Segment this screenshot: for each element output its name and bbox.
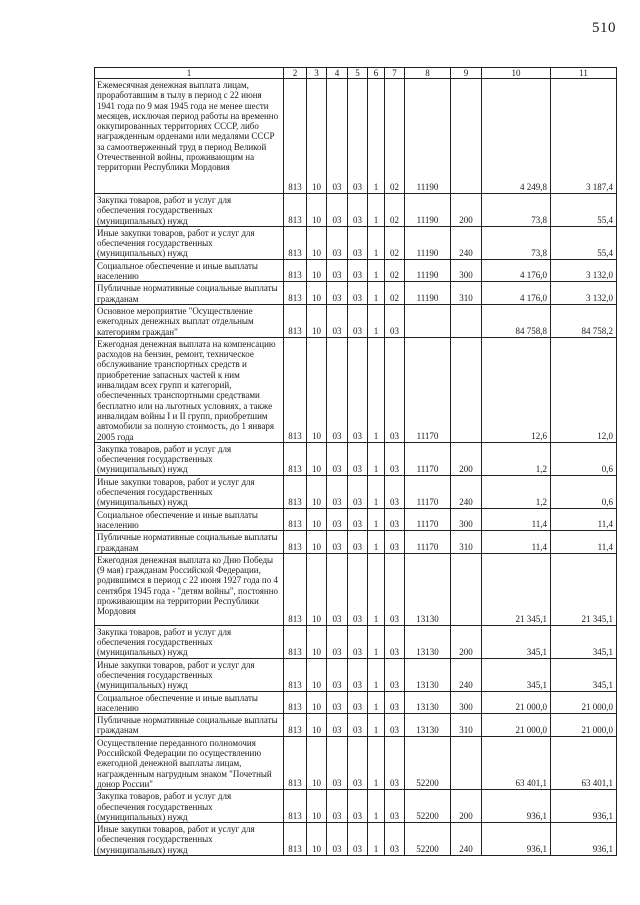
- code-cell: 03: [385, 625, 405, 658]
- code-cell: 03: [327, 823, 348, 856]
- code-cell: 03: [348, 259, 368, 282]
- code-cell: 03: [327, 442, 348, 475]
- table-row: [95, 304, 617, 337]
- code-cell: 10: [307, 226, 327, 259]
- amount-cell: 4 249,8: [482, 79, 551, 194]
- amount-cell: 4 176,0: [482, 282, 551, 305]
- code-cell: 813: [284, 625, 307, 658]
- code-cell: 813: [284, 736, 307, 789]
- table-row: [95, 337, 617, 442]
- amount-cell: 21 000,0: [551, 691, 617, 714]
- table-row: [95, 194, 617, 227]
- code-cell: 03: [348, 531, 368, 554]
- column-header: 11: [551, 68, 617, 79]
- code-cell: 02: [385, 79, 405, 194]
- code-cell: 10: [307, 475, 327, 508]
- code-cell: 03: [385, 475, 405, 508]
- code-cell: 03: [327, 553, 348, 625]
- code-cell: 11190: [405, 282, 451, 305]
- amount-cell: 1,2: [482, 475, 551, 508]
- code-cell: 813: [284, 194, 307, 227]
- column-header: 10: [482, 68, 551, 79]
- table-row: [95, 553, 617, 625]
- code-cell: 03: [327, 337, 348, 442]
- table-row: [95, 79, 617, 194]
- table-row: [95, 259, 617, 282]
- column-header: 7: [385, 68, 405, 79]
- row-name-cell: Иные закупки товаров, работ и услуг для обеспечения государственных (муниципальных) нужд: [95, 658, 284, 691]
- code-cell: 1: [368, 714, 385, 737]
- code-cell: 52200: [405, 823, 451, 856]
- table-row: [95, 625, 617, 658]
- code-cell: 813: [284, 790, 307, 823]
- table-row: [95, 691, 617, 714]
- code-cell: 03: [327, 475, 348, 508]
- code-cell: 10: [307, 658, 327, 691]
- code-cell: 03: [348, 475, 368, 508]
- code-cell: 1: [368, 790, 385, 823]
- table-row: [95, 736, 617, 789]
- code-cell: 03: [327, 714, 348, 737]
- column-number-row: [95, 68, 617, 79]
- code-cell: 10: [307, 282, 327, 305]
- code-cell: 11190: [405, 79, 451, 194]
- code-cell: 11170: [405, 531, 451, 554]
- code-cell: 10: [307, 508, 327, 531]
- amount-cell: 84 758,2: [551, 304, 617, 337]
- code-cell: 03: [385, 553, 405, 625]
- code-cell: 03: [348, 226, 368, 259]
- row-name-cell: Публичные нормативные социальные выплаты гражданам: [95, 282, 284, 305]
- code-cell: 03: [385, 337, 405, 442]
- code-cell: 813: [284, 553, 307, 625]
- column-header: 3: [307, 68, 327, 79]
- code-cell: 03: [348, 625, 368, 658]
- code-cell: 03: [385, 658, 405, 691]
- amount-cell: 11,4: [482, 508, 551, 531]
- amount-cell: 55,4: [551, 194, 617, 227]
- amount-cell: 84 758,8: [482, 304, 551, 337]
- code-cell: 03: [385, 714, 405, 737]
- code-cell: 52200: [405, 790, 451, 823]
- code-cell: 03: [327, 658, 348, 691]
- row-name-cell: Закупка товаров, работ и услуг для обеспечения государственных (муниципальных) нужд: [95, 625, 284, 658]
- code-cell: 813: [284, 508, 307, 531]
- table-row: [95, 282, 617, 305]
- code-cell: 813: [284, 531, 307, 554]
- code-cell: 03: [348, 282, 368, 305]
- code-cell: 1: [368, 194, 385, 227]
- row-name-cell: Закупка товаров, работ и услуг для обеспечения государственных (муниципальных) нужд: [95, 442, 284, 475]
- code-cell: 03: [348, 304, 368, 337]
- column-header: 8: [405, 68, 451, 79]
- code-cell: 13130: [405, 553, 451, 625]
- column-header: 1: [95, 68, 284, 79]
- amount-cell: 936,1: [551, 790, 617, 823]
- code-cell: 02: [385, 259, 405, 282]
- code-cell: 03: [327, 226, 348, 259]
- row-name-cell: Ежегодная денежная выплата на компенсацию расходов на бензин, ремонт, техническое обслуживание транспортных средств и приобретение запасных частей к ним инвалидам всех групп и категорий, обеспеченных транспортными средствами бесплатно или на льготных условиях, а также инвалидам войны I и II групп, приобретшим автомобили за полную стоимость, до 1 января 2005 года: [95, 337, 284, 442]
- code-cell: 10: [307, 531, 327, 554]
- row-name-cell: Осуществление переданного полномочия Российской Федерации по осуществлению ежегодной денежной выплаты лицам, награжденным нагрудным знаком "Почетный донор России": [95, 736, 284, 789]
- code-cell: 10: [307, 337, 327, 442]
- row-name-cell: Закупка товаров, работ и услуг для обеспечения государственных (муниципальных) нужд: [95, 194, 284, 227]
- amount-cell: 63 401,1: [551, 736, 617, 789]
- code-cell: [451, 337, 482, 442]
- row-name-cell: Иные закупки товаров, работ и услуг для обеспечения государственных (муниципальных) нужд: [95, 226, 284, 259]
- code-cell: 300: [451, 508, 482, 531]
- code-cell: 1: [368, 475, 385, 508]
- row-name-cell: Иные закупки товаров, работ и услуг для обеспечения государственных (муниципальных) нужд: [95, 475, 284, 508]
- code-cell: 813: [284, 79, 307, 194]
- code-cell: 813: [284, 475, 307, 508]
- amount-cell: 63 401,1: [482, 736, 551, 789]
- column-header: 9: [451, 68, 482, 79]
- code-cell: 1: [368, 304, 385, 337]
- code-cell: 03: [348, 823, 368, 856]
- code-cell: 13130: [405, 714, 451, 737]
- code-cell: 1: [368, 282, 385, 305]
- code-cell: 03: [348, 736, 368, 789]
- row-name-cell: Публичные нормативные социальные выплаты гражданам: [95, 714, 284, 737]
- amount-cell: 936,1: [482, 790, 551, 823]
- code-cell: 03: [327, 736, 348, 789]
- code-cell: 03: [327, 790, 348, 823]
- code-cell: 240: [451, 823, 482, 856]
- code-cell: [451, 553, 482, 625]
- code-cell: 03: [385, 531, 405, 554]
- code-cell: 03: [348, 337, 368, 442]
- amount-cell: 3 132,0: [551, 282, 617, 305]
- amount-cell: 21 000,0: [551, 714, 617, 737]
- code-cell: 02: [385, 282, 405, 305]
- table-row: [95, 226, 617, 259]
- amount-cell: 11,4: [482, 531, 551, 554]
- code-cell: 200: [451, 442, 482, 475]
- code-cell: 10: [307, 304, 327, 337]
- code-cell: 1: [368, 823, 385, 856]
- code-cell: 03: [327, 691, 348, 714]
- code-cell: 13130: [405, 625, 451, 658]
- column-header: 2: [284, 68, 307, 79]
- code-cell: 10: [307, 79, 327, 194]
- code-cell: 03: [348, 691, 368, 714]
- code-cell: 10: [307, 442, 327, 475]
- code-cell: 03: [327, 531, 348, 554]
- code-cell: 13130: [405, 691, 451, 714]
- table-row: [95, 823, 617, 856]
- code-cell: 1: [368, 691, 385, 714]
- code-cell: 52200: [405, 736, 451, 789]
- code-cell: [451, 736, 482, 789]
- column-header: 5: [348, 68, 368, 79]
- code-cell: 813: [284, 226, 307, 259]
- amount-cell: 345,1: [551, 658, 617, 691]
- table-row: [95, 508, 617, 531]
- code-cell: 11190: [405, 226, 451, 259]
- code-cell: 10: [307, 790, 327, 823]
- code-cell: 310: [451, 714, 482, 737]
- column-header: 6: [368, 68, 385, 79]
- code-cell: 1: [368, 259, 385, 282]
- amount-cell: 21 345,1: [482, 553, 551, 625]
- code-cell: 02: [385, 194, 405, 227]
- code-cell: 11170: [405, 508, 451, 531]
- code-cell: 03: [348, 553, 368, 625]
- code-cell: 1: [368, 79, 385, 194]
- code-cell: 813: [284, 282, 307, 305]
- amount-cell: 3 187,4: [551, 79, 617, 194]
- code-cell: 10: [307, 625, 327, 658]
- code-cell: 03: [348, 714, 368, 737]
- code-cell: 1: [368, 442, 385, 475]
- amount-cell: 345,1: [482, 625, 551, 658]
- table-row: [95, 442, 617, 475]
- code-cell: 03: [327, 304, 348, 337]
- amount-cell: 3 132,0: [551, 259, 617, 282]
- amount-cell: 345,1: [482, 658, 551, 691]
- code-cell: [451, 79, 482, 194]
- code-cell: 1: [368, 531, 385, 554]
- code-cell: [451, 304, 482, 337]
- column-header: 4: [327, 68, 348, 79]
- amount-cell: 936,1: [482, 823, 551, 856]
- amount-cell: 1,2: [482, 442, 551, 475]
- code-cell: 310: [451, 531, 482, 554]
- amount-cell: 0,6: [551, 475, 617, 508]
- code-cell: 10: [307, 823, 327, 856]
- code-cell: 11170: [405, 475, 451, 508]
- code-cell: 240: [451, 226, 482, 259]
- row-name-cell: Иные закупки товаров, работ и услуг для обеспечения государственных (муниципальных) нужд: [95, 823, 284, 856]
- code-cell: 310: [451, 282, 482, 305]
- code-cell: 03: [327, 259, 348, 282]
- code-cell: 813: [284, 823, 307, 856]
- amount-cell: 21 345,1: [551, 553, 617, 625]
- code-cell: 03: [327, 508, 348, 531]
- code-cell: [405, 304, 451, 337]
- code-cell: 03: [327, 79, 348, 194]
- table-row: [95, 475, 617, 508]
- code-cell: 813: [284, 691, 307, 714]
- code-cell: 03: [385, 304, 405, 337]
- code-cell: 03: [385, 736, 405, 789]
- table-row: [95, 658, 617, 691]
- table-row: [95, 714, 617, 737]
- row-name-cell: Основное мероприятие "Осуществление ежегодных денежных выплат отдельным категориям граждан": [95, 304, 284, 337]
- code-cell: 1: [368, 337, 385, 442]
- code-cell: 240: [451, 475, 482, 508]
- code-cell: 813: [284, 658, 307, 691]
- amount-cell: 11,4: [551, 531, 617, 554]
- code-cell: 10: [307, 736, 327, 789]
- code-cell: 240: [451, 658, 482, 691]
- code-cell: 03: [327, 194, 348, 227]
- code-cell: 03: [348, 194, 368, 227]
- code-cell: 10: [307, 194, 327, 227]
- amount-cell: 73,8: [482, 194, 551, 227]
- code-cell: 200: [451, 625, 482, 658]
- amount-cell: 345,1: [551, 625, 617, 658]
- row-name-cell: Закупка товаров, работ и услуг для обеспечения государственных (муниципальных) нужд: [95, 790, 284, 823]
- code-cell: 02: [385, 226, 405, 259]
- page-number: 510: [592, 20, 616, 36]
- code-cell: 200: [451, 194, 482, 227]
- budget-table: [94, 67, 617, 856]
- amount-cell: 11,4: [551, 508, 617, 531]
- code-cell: 11190: [405, 259, 451, 282]
- code-cell: 11190: [405, 194, 451, 227]
- code-cell: 10: [307, 691, 327, 714]
- code-cell: 03: [348, 790, 368, 823]
- amount-cell: 4 176,0: [482, 259, 551, 282]
- code-cell: 1: [368, 736, 385, 789]
- code-cell: 03: [385, 508, 405, 531]
- code-cell: 300: [451, 259, 482, 282]
- code-cell: 300: [451, 691, 482, 714]
- code-cell: 10: [307, 259, 327, 282]
- code-cell: 03: [327, 282, 348, 305]
- code-cell: 1: [368, 625, 385, 658]
- code-cell: 03: [348, 508, 368, 531]
- code-cell: 1: [368, 508, 385, 531]
- amount-cell: 12,6: [482, 337, 551, 442]
- row-name-cell: Социальное обеспечение и иные выплаты населению: [95, 259, 284, 282]
- code-cell: 03: [385, 442, 405, 475]
- amount-cell: 21 000,0: [482, 714, 551, 737]
- row-name-cell: Социальное обеспечение и иные выплаты населению: [95, 691, 284, 714]
- code-cell: 11170: [405, 442, 451, 475]
- code-cell: 03: [385, 823, 405, 856]
- code-cell: 813: [284, 442, 307, 475]
- table-row: [95, 531, 617, 554]
- code-cell: 03: [327, 625, 348, 658]
- row-name-cell: Публичные нормативные социальные выплаты гражданам: [95, 531, 284, 554]
- row-name-cell: Ежегодная денежная выплата ко Дню Победы (9 мая) гражданам Российской Федерации, родившимся в период с 22 июня 1927 года по 4 сентября 1945 года - "детям войны", постоянно проживающим на территории Республики Мордовия: [95, 553, 284, 625]
- code-cell: 11170: [405, 337, 451, 442]
- code-cell: 03: [385, 790, 405, 823]
- code-cell: 10: [307, 553, 327, 625]
- row-name-cell: Ежемесячная денежная выплата лицам, проработавшим в тылу в период с 22 июня 1941 года по 9 мая 1945 года не менее шести месяцев, исключая период работы на временно оккупированных территориях СССР, либо награжденным орденами или медалями СССР за самоотверженный труд в период Великой Отечественной войны, проживающим на территории Республики Мордовия: [95, 79, 284, 194]
- code-cell: 1: [368, 226, 385, 259]
- code-cell: 813: [284, 304, 307, 337]
- code-cell: 813: [284, 337, 307, 442]
- table-row: [95, 790, 617, 823]
- code-cell: 10: [307, 714, 327, 737]
- code-cell: 03: [385, 691, 405, 714]
- row-name-cell: Социальное обеспечение и иные выплаты населению: [95, 508, 284, 531]
- code-cell: 200: [451, 790, 482, 823]
- amount-cell: 12,0: [551, 337, 617, 442]
- code-cell: 03: [348, 442, 368, 475]
- amount-cell: 0,6: [551, 442, 617, 475]
- code-cell: 813: [284, 714, 307, 737]
- table-body: [95, 79, 617, 856]
- code-cell: 03: [348, 79, 368, 194]
- code-cell: 13130: [405, 658, 451, 691]
- amount-cell: 936,1: [551, 823, 617, 856]
- amount-cell: 55,4: [551, 226, 617, 259]
- code-cell: 813: [284, 259, 307, 282]
- code-cell: 1: [368, 553, 385, 625]
- amount-cell: 73,8: [482, 226, 551, 259]
- amount-cell: 21 000,0: [482, 691, 551, 714]
- code-cell: 1: [368, 658, 385, 691]
- code-cell: 03: [348, 658, 368, 691]
